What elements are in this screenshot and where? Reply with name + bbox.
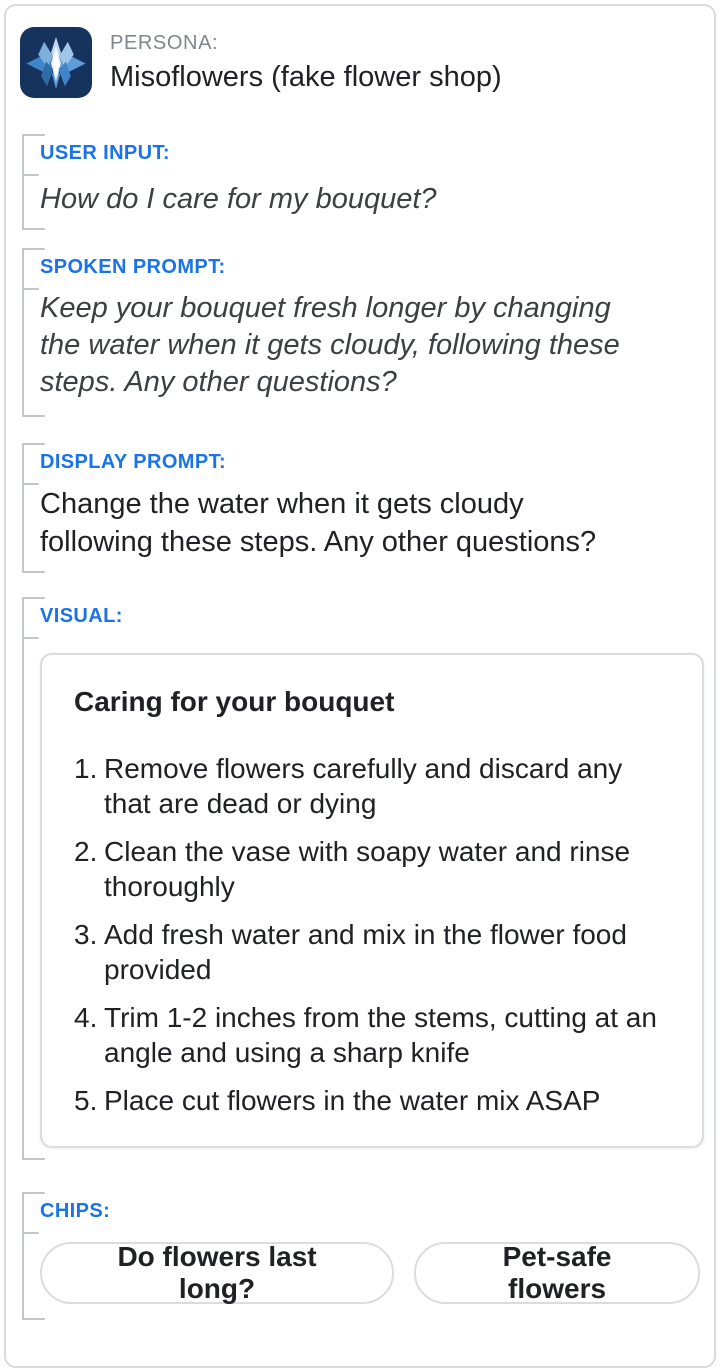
section-visual <box>22 597 700 1160</box>
display-prompt-line: Change the water when it gets cloudy <box>40 488 524 520</box>
persona-logo <box>20 27 92 98</box>
chips-label: CHIPS: <box>40 1200 111 1222</box>
chip-do-flowers-last-long[interactable]: Do flowers last long? <box>40 1242 394 1304</box>
display-prompt-text <box>40 485 700 561</box>
bracket-tick <box>22 1318 45 1320</box>
step-number: 5. <box>74 1085 98 1116</box>
bracket-tick <box>22 571 45 573</box>
user-input-label: USER INPUT: <box>40 142 170 164</box>
step-number: 3. <box>74 919 98 950</box>
step-number: 2. <box>74 836 98 867</box>
care-step <box>74 1000 686 1070</box>
visual-card-title: Caring for your bouquet <box>74 686 395 717</box>
step-text: Place cut flowers in the water mix ASAP <box>104 1085 601 1116</box>
bracket-tick <box>22 637 39 639</box>
step-text: Trim 1-2 inches from the stems, cutting at an angle and using a sharp knife <box>104 1002 657 1068</box>
bracket-tick <box>22 228 45 230</box>
spoken-prompt-label: SPOKEN PROMPT: <box>40 256 226 278</box>
section-chips <box>22 1192 700 1320</box>
care-step <box>74 1083 686 1118</box>
care-step <box>74 917 686 987</box>
bracket-tick <box>22 248 45 250</box>
bracket-tick <box>22 1192 45 1194</box>
bracket-tick <box>22 1232 39 1234</box>
bracket-tick <box>22 415 45 417</box>
step-text: Clean the vase with soapy water and rinse thoroughly <box>104 836 631 902</box>
persona-label: PERSONA: <box>110 32 219 54</box>
bracket-tick <box>22 483 39 485</box>
chips-row <box>40 1242 700 1304</box>
section-user-input <box>22 134 700 230</box>
spoken-prompt-text <box>40 290 700 401</box>
chip-pet-safe-flowers[interactable]: Pet-safe flowers <box>414 1242 700 1304</box>
visual-card <box>40 653 704 1148</box>
step-text: Remove flowers carefully and discard any that are dead or dying <box>104 753 623 819</box>
bracket-tick <box>22 134 45 136</box>
bracket-tick <box>22 443 45 445</box>
spoken-prompt-line: the water when it gets cloudy, following these <box>40 329 620 361</box>
spoken-prompt-line: steps. Any other questions? <box>40 366 397 398</box>
user-input-text: How do I care for my bouquet? <box>40 183 437 215</box>
bracket-tick <box>22 288 39 290</box>
bracket-tick <box>22 1158 45 1160</box>
persona-header-text <box>110 31 502 94</box>
display-prompt-label: DISPLAY PROMPT: <box>40 451 227 473</box>
section-display-prompt <box>22 443 700 573</box>
step-number: 1. <box>74 753 98 784</box>
display-prompt-line: following these steps. Any other questions? <box>40 526 597 558</box>
care-step <box>74 751 686 821</box>
persona-name: Misoflowers (fake flower shop) <box>110 61 502 93</box>
step-number: 4. <box>74 1002 98 1033</box>
care-steps-list <box>74 751 686 1118</box>
persona-header <box>20 27 700 98</box>
flower-logo-icon <box>20 27 92 98</box>
spoken-prompt-line: Keep your bouquet fresh longer by changing <box>40 292 611 324</box>
section-spoken-prompt <box>22 248 700 417</box>
visual-label: VISUAL: <box>40 605 123 627</box>
bracket-tick <box>22 597 45 599</box>
care-step <box>74 834 686 904</box>
step-text: Add fresh water and mix in the flower food provided <box>104 919 627 985</box>
bracket-tick <box>22 174 39 176</box>
